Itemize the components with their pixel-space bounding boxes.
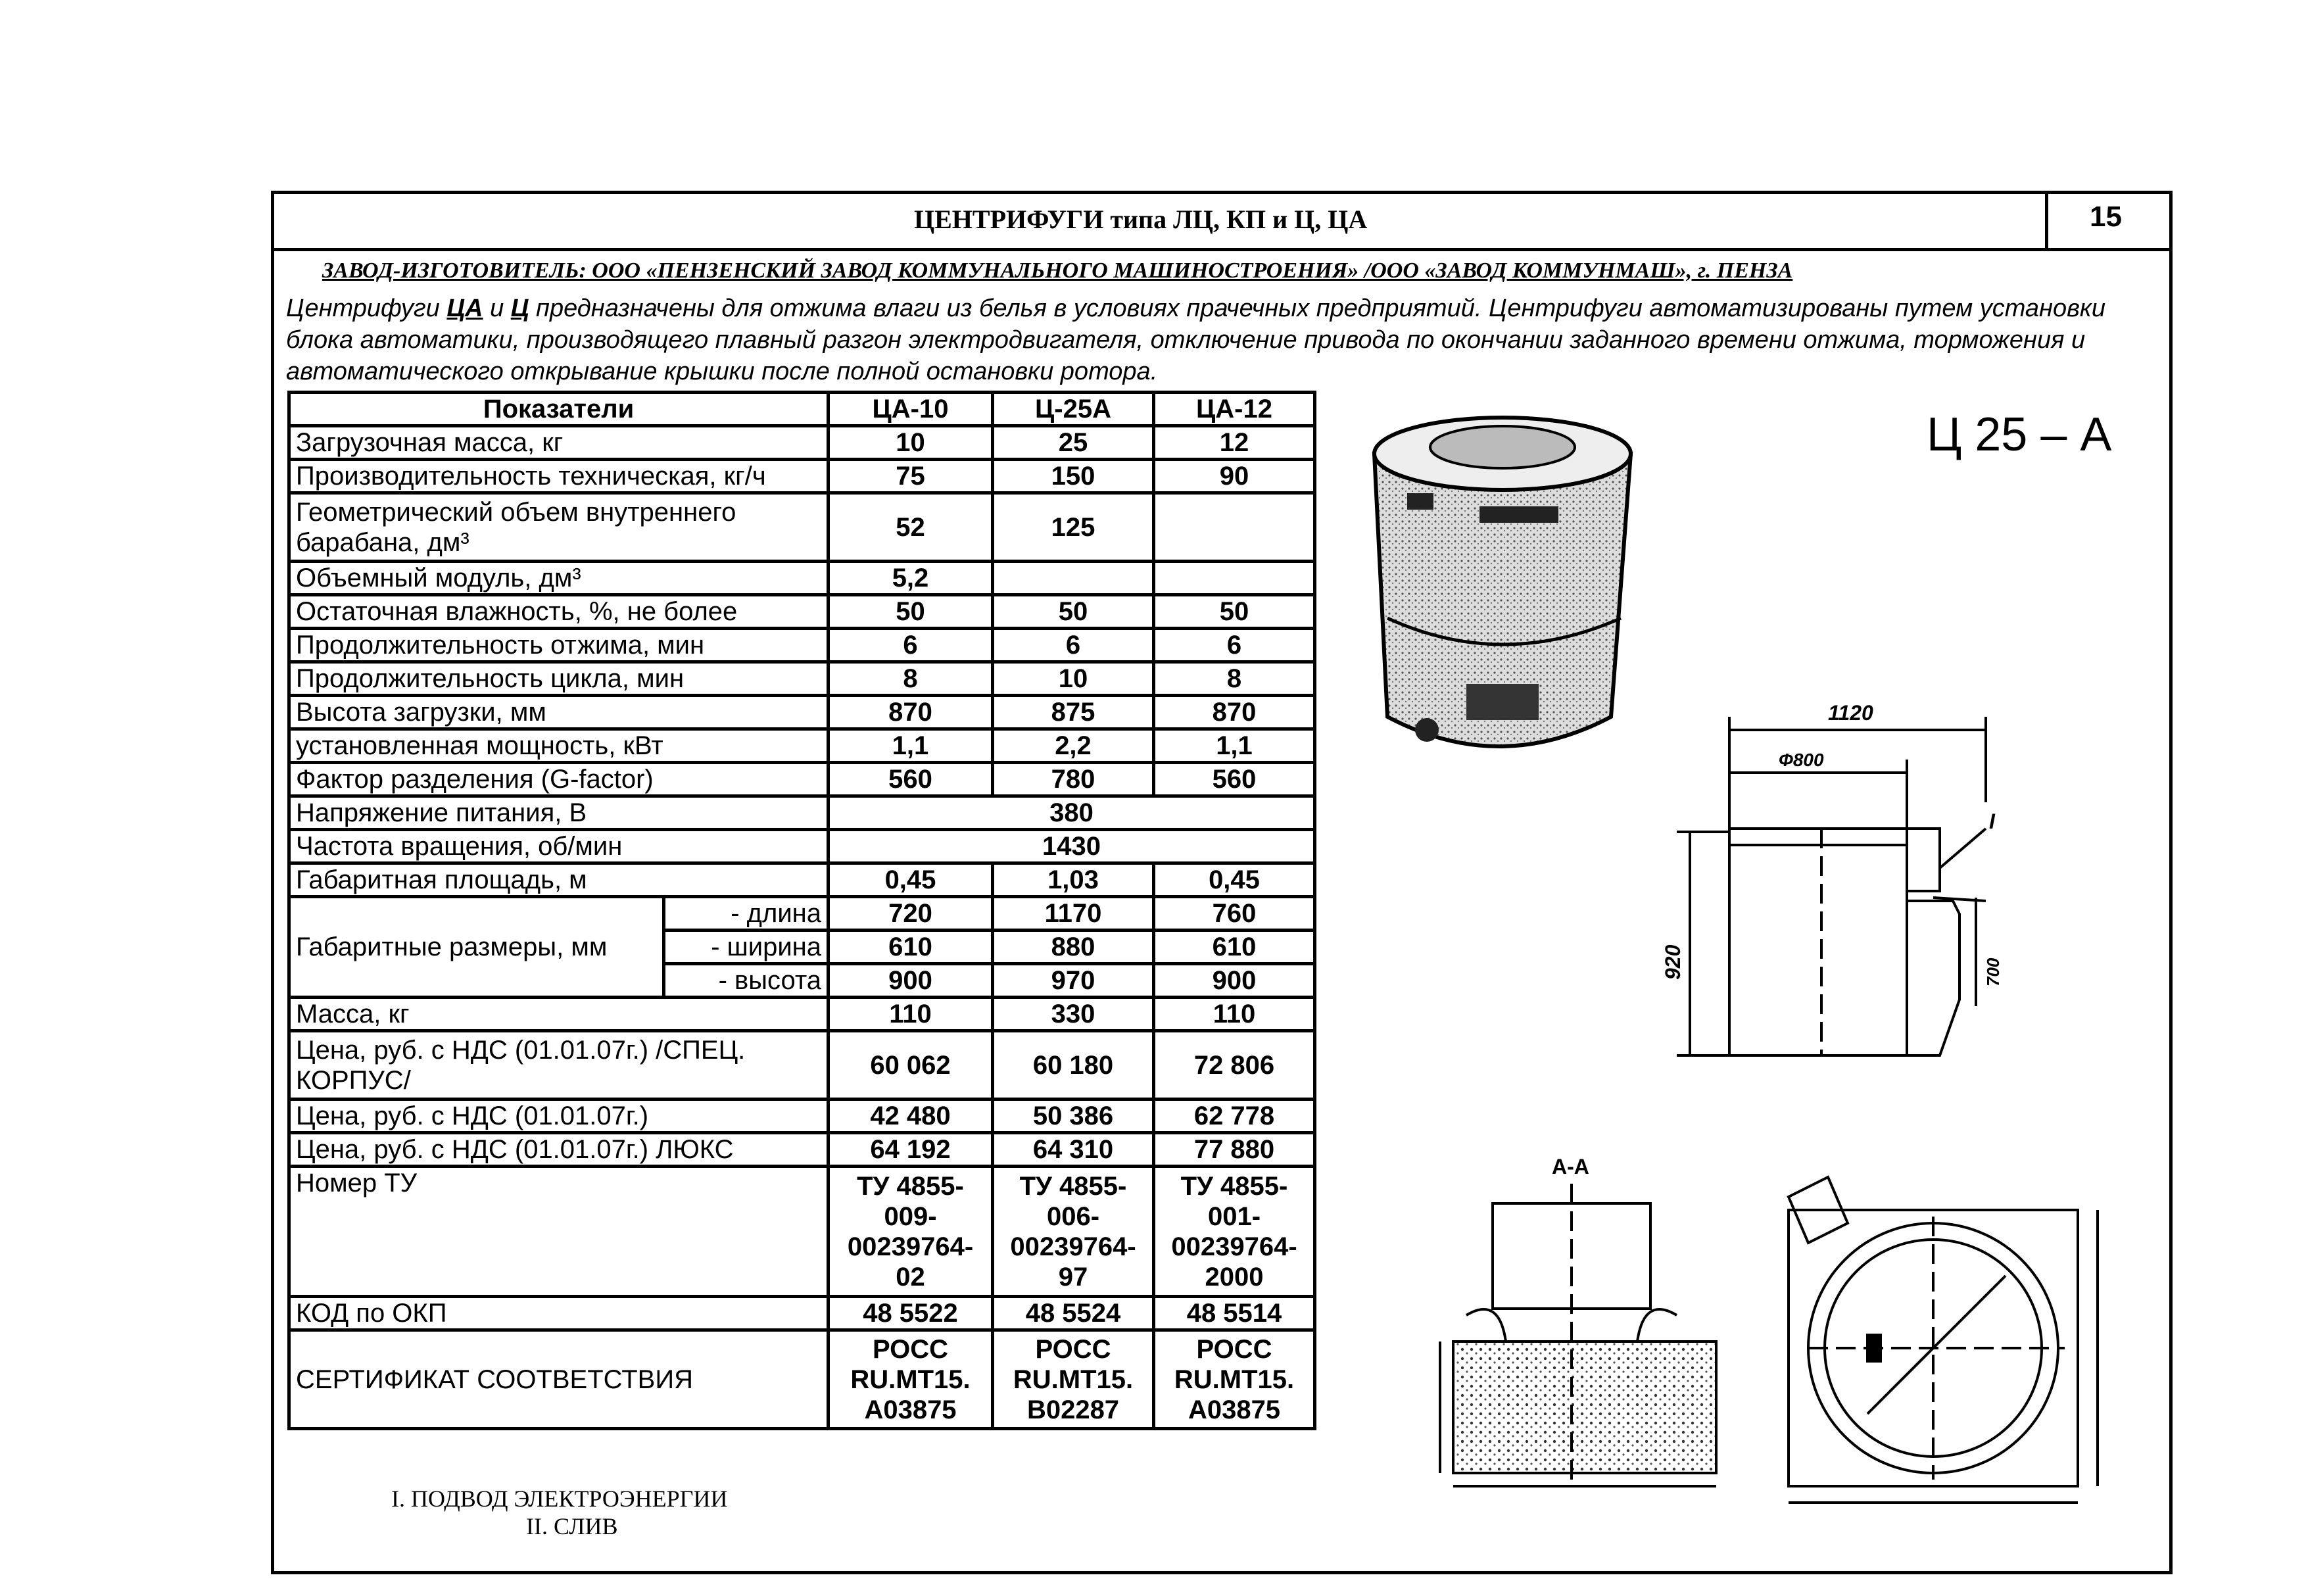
cell: РОСС RU.МТ15. А03875 <box>829 1330 993 1429</box>
row-label: Остаточная влажность, %, не более <box>289 595 829 629</box>
note-power-supply: I. ПОДВОД ЭЛЕКТРОЭНЕРГИИ <box>391 1486 728 1512</box>
cell: 50 <box>1154 595 1315 629</box>
table-row <box>289 1133 1315 1167</box>
cell: 870 <box>1154 696 1315 729</box>
side-view-drawing <box>1631 697 2038 1065</box>
header-cell: ЦА-12 <box>1154 393 1315 426</box>
row-label: Цена, руб. с НДС (01.01.07г.) <box>289 1100 829 1133</box>
cell: 0,45 <box>829 863 993 897</box>
row-label: Цена, руб. с НДС (01.01.07г.) /СПЕЦ. КОРПУС/ <box>289 1031 829 1100</box>
cell: 1,1 <box>829 729 993 763</box>
row-label: СЕРТИФИКАТ СООТВЕТСТВИЯ <box>289 1330 829 1429</box>
page-number: 15 <box>2090 201 2122 233</box>
cell: 880 <box>993 931 1154 964</box>
row-label: Фактор разделения (G-factor) <box>289 763 829 796</box>
table-row <box>289 595 1315 629</box>
table-row <box>289 629 1315 662</box>
cell: 1170 <box>993 897 1154 931</box>
cell: 610 <box>1154 931 1315 964</box>
cell: 6 <box>829 629 993 662</box>
cell: 875 <box>993 696 1154 729</box>
header-cell: Показатели <box>289 393 829 426</box>
plan-view-drawing <box>1769 1138 2137 1519</box>
table-row <box>289 897 1315 931</box>
cell: 77 880 <box>1154 1133 1315 1167</box>
cell <box>1154 562 1315 595</box>
table-row <box>289 426 1315 460</box>
cell: 560 <box>829 763 993 796</box>
section-drawing <box>1414 1144 1795 1506</box>
cell: 62 778 <box>1154 1100 1315 1133</box>
row-label: Частота вращения, об/мин <box>289 830 829 863</box>
manufacturer-line: ЗАВОД-ИЗГОТОВИТЕЛЬ: ООО «ПЕНЗЕНСКИЙ ЗАВОД КОММУНАЛЬНОГО МАШИНОСТРОЕНИЯ» /ООО «ЗАВОД КОММУНМАШ», г. ПЕНЗА <box>322 258 1793 283</box>
table-row <box>289 796 1315 830</box>
note-drain: II. СЛИВ <box>526 1513 618 1539</box>
row-label: Загрузочная масса, кг <box>289 426 829 460</box>
cell: 560 <box>1154 763 1315 796</box>
table-row <box>289 1167 1315 1297</box>
dim-800-label: Ф800 <box>1779 750 1824 770</box>
cell: 6 <box>1154 629 1315 662</box>
cell: 48 5514 <box>1154 1297 1315 1330</box>
table-row <box>289 460 1315 493</box>
row-label: Габаритные размеры, мм <box>289 897 664 998</box>
sub-label: - длина <box>664 897 829 931</box>
cell: 60 062 <box>829 1031 993 1100</box>
description: Центрифуги ЦА и Ц предназначены для отжима влаги из белья в условиях прачечных предприятий. Центрифуги автоматизированы путем установки блока автоматики, производящего плавный разгон электродвигателя, отключение привода по окончании заданного времени отжима, торможения и автоматического открывание крышки после полной остановки ротора. <box>286 295 2106 385</box>
cell: РОСС RU.МТ15. А03875 <box>1154 1330 1315 1429</box>
cell: 6 <box>993 629 1154 662</box>
cell: 380 <box>829 796 1315 830</box>
cell: 150 <box>993 460 1154 493</box>
cell: 90 <box>1154 460 1315 493</box>
row-label: Объемный модуль, дм³ <box>289 562 829 595</box>
cell: 110 <box>829 998 993 1031</box>
sub-label: - ширина <box>664 931 829 964</box>
cell: 1,1 <box>1154 729 1315 763</box>
row-label: Продолжительность цикла, мин <box>289 662 829 696</box>
header-cell: ЦА-10 <box>829 393 993 426</box>
cell: 8 <box>1154 662 1315 696</box>
table-row <box>289 662 1315 696</box>
spec-table <box>287 391 1316 1430</box>
cell: 110 <box>1154 998 1315 1031</box>
row-label: Напряжение питания, В <box>289 796 829 830</box>
cell: 10 <box>993 662 1154 696</box>
cell: ТУ 4855-009-00239764-02 <box>829 1167 993 1297</box>
table-row <box>289 729 1315 763</box>
row-label: Продолжительность отжима, мин <box>289 629 829 662</box>
cell: 610 <box>829 931 993 964</box>
cell: 1,03 <box>993 863 1154 897</box>
cell: 25 <box>993 426 1154 460</box>
cell: РОСС RU.МТ15. В02287 <box>993 1330 1154 1429</box>
table-row <box>289 1297 1315 1330</box>
cell: 50 <box>829 595 993 629</box>
cell: 60 180 <box>993 1031 1154 1100</box>
table-row <box>289 863 1315 897</box>
cell: 64 192 <box>829 1133 993 1167</box>
cell: 10 <box>829 426 993 460</box>
cell: 12 <box>1154 426 1315 460</box>
row-label: Высота загрузки, мм <box>289 696 829 729</box>
marker-I-label: I <box>1989 810 1995 833</box>
cell: 8 <box>829 662 993 696</box>
cell: 48 5522 <box>829 1297 993 1330</box>
cell <box>1154 493 1315 562</box>
cell <box>993 562 1154 595</box>
cell: 42 480 <box>829 1100 993 1133</box>
cell: 330 <box>993 998 1154 1031</box>
dim-700-label: 700 <box>1983 957 2003 986</box>
header-cell: Ц-25А <box>993 393 1154 426</box>
cell: 52 <box>829 493 993 562</box>
row-label: Номер ТУ <box>289 1167 829 1297</box>
cell: 64 310 <box>993 1133 1154 1167</box>
table-row <box>289 493 1315 562</box>
sub-label: - высота <box>664 964 829 998</box>
cell: 5,2 <box>829 562 993 595</box>
table-row <box>289 696 1315 729</box>
cell: 780 <box>993 763 1154 796</box>
table-row <box>289 1330 1315 1429</box>
cell: ТУ 4855-006-00239764-97 <box>993 1167 1154 1297</box>
cell: 720 <box>829 897 993 931</box>
cell: 125 <box>993 493 1154 562</box>
row-label: КОД по ОКП <box>289 1297 829 1330</box>
model-label: Ц 25 – А <box>1927 408 2112 461</box>
row-label: Производительность техническая, кг/ч <box>289 460 829 493</box>
table-row <box>289 830 1315 863</box>
table-header-row <box>289 393 1315 426</box>
table-row <box>289 562 1315 595</box>
section-label: А-А <box>1552 1155 1589 1178</box>
centrifuge-photo <box>1348 408 1664 783</box>
cell: 50 <box>993 595 1154 629</box>
dim-1120-label: 1120 <box>1828 701 1873 725</box>
cell: 900 <box>829 964 993 998</box>
row-label: Масса, кг <box>289 998 829 1031</box>
cell: 48 5524 <box>993 1297 1154 1330</box>
cell: ТУ 4855-001-00239764-2000 <box>1154 1167 1315 1297</box>
cell: 2,2 <box>993 729 1154 763</box>
cell: 870 <box>829 696 993 729</box>
cell: 75 <box>829 460 993 493</box>
row-label: установленная мощность, кВт <box>289 729 829 763</box>
cell: 50 386 <box>993 1100 1154 1133</box>
dim-920-label: 920 <box>1661 944 1685 980</box>
row-label: Геометрический объем внутреннего барабана, дм³ <box>289 493 829 562</box>
table-row <box>289 998 1315 1031</box>
row-label: Цена, руб. с НДС (01.01.07г.) ЛЮКС <box>289 1133 829 1167</box>
row-label: Габаритная площадь, м <box>289 863 829 897</box>
table-row <box>289 1100 1315 1133</box>
cell: 72 806 <box>1154 1031 1315 1100</box>
page-title: ЦЕНТРИФУГИ типа ЛЦ, КП и Ц, ЦА <box>914 205 1368 234</box>
cell: 1430 <box>829 830 1315 863</box>
cell: 760 <box>1154 897 1315 931</box>
cell: 970 <box>993 964 1154 998</box>
cell: 900 <box>1154 964 1315 998</box>
table-row <box>289 763 1315 796</box>
table-row <box>289 1031 1315 1100</box>
cell: 0,45 <box>1154 863 1315 897</box>
